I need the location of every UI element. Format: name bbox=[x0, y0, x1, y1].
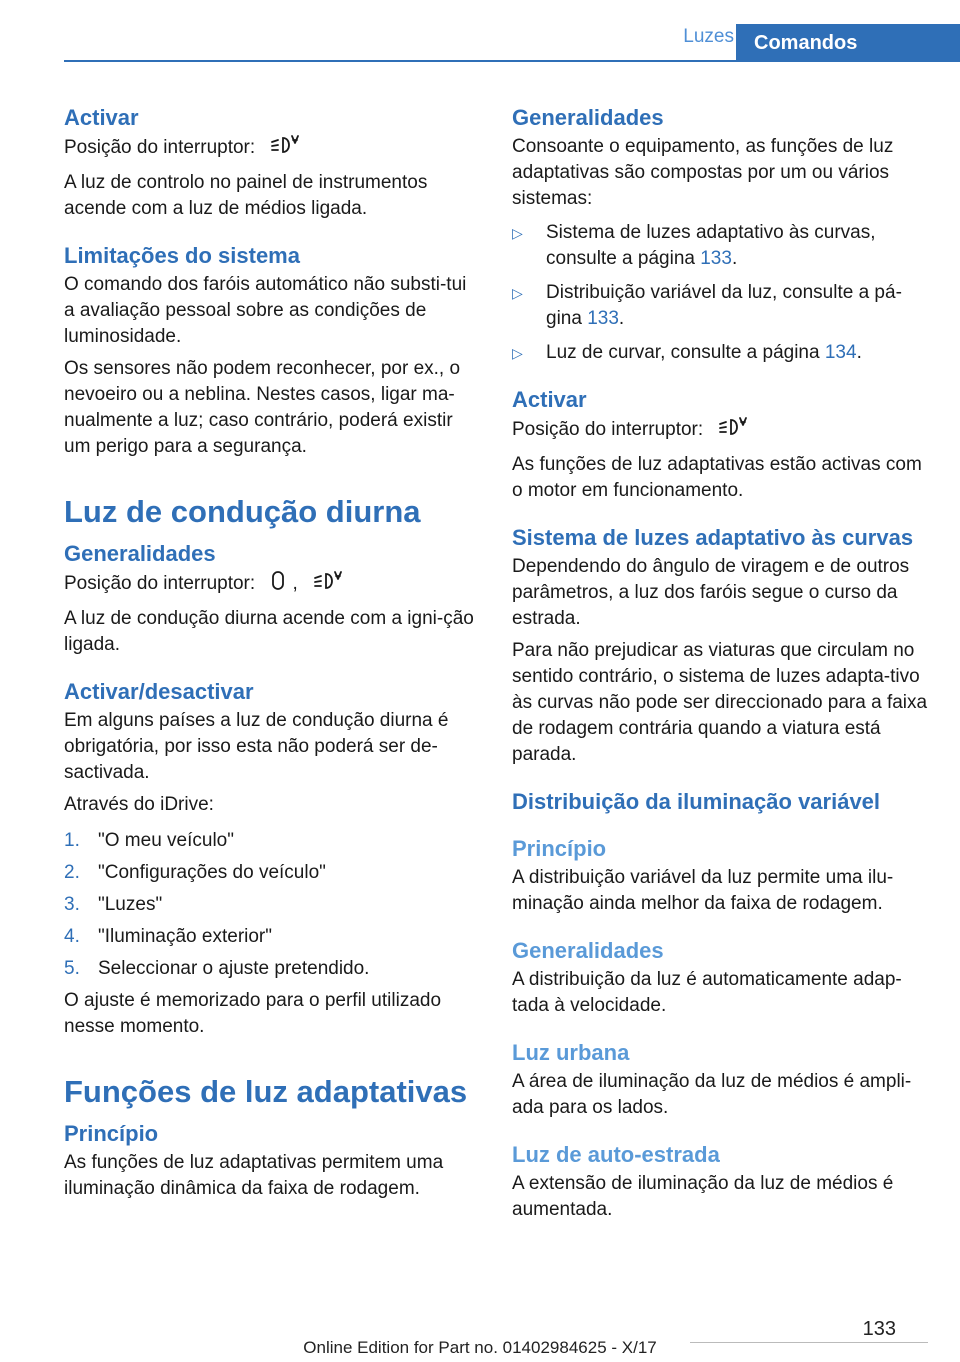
footer-edition-text: Online Edition for Part no. 01402984625 - X/17 bbox=[303, 1338, 657, 1357]
triangle-bullet-icon: ▷ bbox=[512, 345, 523, 361]
paragraph: A luz de condução diurna acende com a igni-ção ligada. bbox=[64, 608, 474, 655]
section-tab[interactable]: Luzes bbox=[683, 26, 734, 47]
paragraph: A distribuição da luz é automaticamente adap-tada à velocidade. bbox=[512, 969, 902, 1016]
systems-list bbox=[512, 220, 930, 366]
paragraph: A área de iluminação da luz de médios é ampli-ada para os lados. bbox=[512, 1071, 912, 1118]
zero-position-icon bbox=[270, 570, 286, 600]
list-item: ▷ Sistema de luzes adaptativo às curvas, consulte a página 133. bbox=[512, 222, 876, 269]
heading-distribuicao-iluminacao: Distribuição da iluminação variável bbox=[512, 789, 881, 814]
auto-headlight-icon bbox=[313, 570, 343, 600]
heading-funcoes-luz-adaptativas: Funções de luz adaptativas bbox=[64, 1074, 468, 1109]
switch-position-text: Posição do interruptor: bbox=[512, 419, 704, 440]
page-number: 133 bbox=[862, 1318, 896, 1340]
heading-activar-desactivar: Activar/desactivar bbox=[64, 679, 254, 704]
page-link[interactable]: 133 bbox=[587, 308, 619, 329]
triangle-bullet-icon: ▷ bbox=[512, 285, 523, 301]
paragraph bbox=[64, 570, 478, 600]
list-item: ▷ Luz de curvar, consulte a página 134. bbox=[512, 340, 930, 366]
paragraph: As funções de luz adaptativas estão activas com o motor em funcionamento. bbox=[512, 454, 922, 501]
heading-principio: Princípio bbox=[64, 1121, 159, 1146]
idrive-steps-list bbox=[64, 828, 478, 982]
auto-headlight-icon bbox=[270, 134, 300, 164]
page-header bbox=[0, 0, 960, 62]
list-item: 2. "Configurações do veículo" bbox=[64, 862, 326, 883]
heading-generalidades: Generalidades bbox=[512, 938, 664, 963]
paragraph bbox=[512, 416, 930, 446]
heading-generalidades: Generalidades bbox=[512, 105, 664, 130]
paragraph: Para não prejudicar as viaturas que circulam no sentido contrário, o sistema de luzes adapta-tivo às curvas não pode ser direccionado para a faixa de rodagem contrária quando a viatura está parada. bbox=[512, 640, 928, 765]
list-item: 5. Seleccionar o ajuste pretendido. bbox=[64, 958, 370, 979]
heading-limitacoes: Limitações do sistema bbox=[64, 243, 300, 268]
heading-luz-auto-estrada: Luz de auto-estrada bbox=[512, 1142, 720, 1167]
separator-comma: , bbox=[292, 573, 298, 594]
paragraph: As funções de luz adaptativas permitem uma iluminação dinâmica da faixa de rodagem. bbox=[64, 1152, 444, 1199]
paragraph bbox=[64, 134, 478, 164]
list-item: 1. "O meu veículo" bbox=[64, 830, 234, 851]
paragraph: Através do iDrive: bbox=[64, 794, 214, 815]
page-link[interactable]: 134 bbox=[824, 342, 857, 363]
paragraph: A extensão de iluminação da luz de médios é aumentada. bbox=[512, 1173, 894, 1220]
paragraph: O ajuste é memorizado para o perfil utilizado nesse momento. bbox=[64, 990, 442, 1037]
auto-headlight-icon bbox=[718, 416, 748, 446]
switch-position-text: Posição do interruptor: bbox=[64, 137, 256, 158]
heading-generalidades: Generalidades bbox=[64, 541, 216, 566]
paragraph: A distribuição variável da luz permite uma ilu-minação ainda melhor da faixa de rodagem. bbox=[512, 867, 894, 914]
paragraph: Em alguns países a luz de condução diurna é obrigatória, por isso esta não poderá ser de-sactivada. bbox=[64, 710, 449, 783]
heading-luz-urbana: Luz urbana bbox=[512, 1040, 630, 1065]
paragraph: O comando dos faróis automático não substi-tui a avaliação pessoal sobre as condições de luminosidade. bbox=[64, 274, 467, 347]
list-item: 4. "Iluminação exterior" bbox=[64, 926, 273, 947]
header-rule bbox=[64, 60, 960, 62]
paragraph: Os sensores não podem reconhecer, por ex., o nevoeiro ou a neblina. Nestes casos, ligar ma-nualmente a luz; caso contrário, poderá existir um perigo para a segurança. bbox=[64, 358, 461, 457]
list-item: 3. "Luzes" bbox=[64, 894, 163, 915]
page-link[interactable]: 133 bbox=[700, 248, 732, 269]
heading-activar: Activar bbox=[512, 387, 587, 412]
list-item: ▷ Distribuição variável da luz, consulte a pá-gina 133. bbox=[512, 282, 902, 329]
paragraph: Dependendo do ângulo de viragem e de outros parâmetros, a luz dos faróis segue o curso da estrada. bbox=[512, 556, 910, 629]
chapter-tab[interactable]: Comandos bbox=[736, 24, 960, 62]
paragraph: Consoante o equipamento, as funções de luz adaptativas são compostas por um ou vários sistemas: bbox=[512, 136, 894, 209]
left-column bbox=[64, 104, 478, 1202]
switch-position-text: Posição do interruptor: bbox=[64, 573, 256, 594]
triangle-bullet-icon: ▷ bbox=[512, 225, 523, 241]
paragraph: A luz de controlo no painel de instrumentos acende com a luz de médios ligada. bbox=[64, 172, 428, 219]
heading-activar: Activar bbox=[64, 105, 139, 130]
heading-sistema-luzes-curvas: Sistema de luzes adaptativo às curvas bbox=[512, 525, 914, 550]
right-column bbox=[512, 104, 930, 1223]
heading-luz-conducao-diurna: Luz de condução diurna bbox=[64, 494, 421, 529]
heading-principio: Princípio bbox=[512, 836, 607, 861]
